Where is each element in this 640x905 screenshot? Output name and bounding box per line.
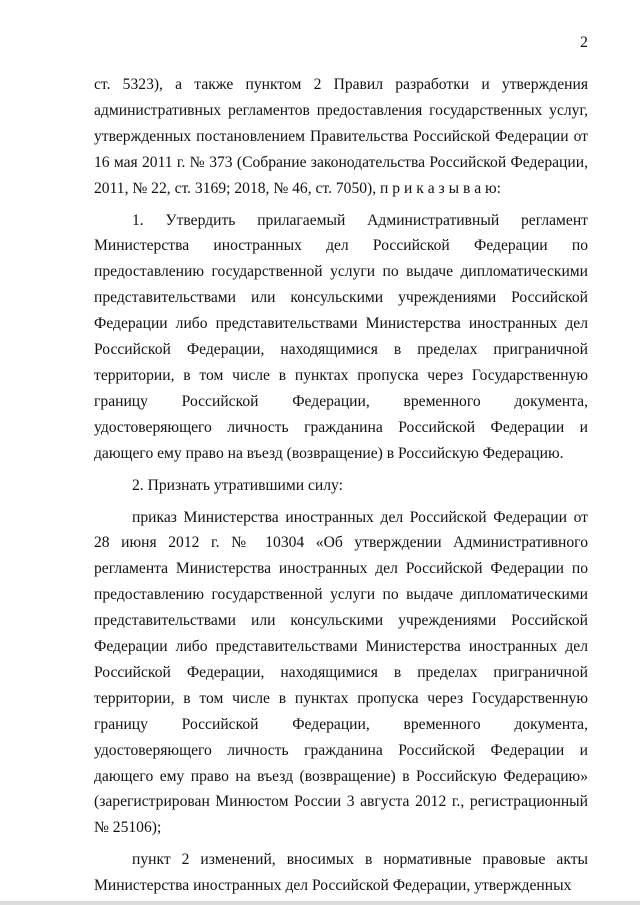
paragraph-intro: ст. 5323), а также пунктом 2 Правил разработки и утверждения административных регламентов предоставления государственных услуг, утвержденных постановлением Правительства Российской Федерации от 16 мая 2011 г. № 373 (Собрание законодательства Российской Федерации, 2011, № 22, ст. 3169; 2018, № 46, ст. 7050), п р и к а з ы в а ю: — [94, 76, 588, 197]
scan-edge-divider — [0, 901, 640, 905]
paragraph-item-2-b: пункт 2 изменений, вносимых в нормативные правовые акты Министерства иностранных дел Российской Федерации, утвержденных — [94, 851, 588, 895]
page-number: 2 — [580, 34, 588, 51]
paragraph-item-1: 1. Утвердить прилагаемый Административный регламент Министерства иностранных дел Российской Федерации по предоставлению государственной услуги по выдаче дипломатическими представительствами или консульскими учреждениями Российской Федерации либо представительствами Министерства иностранных дел Российской Федерации, находящимися в пределах приграничной территории, в том числе в пунктах пропуска через Государственную границу Российской Федерации, временного документа, удостоверяющего личность гражданина Российской Федерации и дающего ему право на въезд (возвращение) в Российскую Федерацию. — [94, 211, 588, 462]
paragraph-item-2: 2. Признать утратившими силу: — [132, 476, 343, 494]
paragraph-item-2-a: приказ Министерства иностранных дел Российской Федерации от 28 июня 2012 г. № 10304 «Об утверждении Административного регламента Министерства иностранных дел Российской Федерации по предоставлению государственной услуги по выдаче дипломатическими представительствами или консульскими учреждениями Российской Федерации либо представительствами Министерства иностранных дел Российской Федерации, находящимися в пределах приграничной территории, в том числе в пунктах пропуска через Государственную границу Российской Федерации, временного документа, удостоверяющего личность гражданина Российской Федерации и дающего ему право на въезд (возвращение) в Российскую Федерацию» (зарегистрирован Минюстом России 3 августа 2012 г., регистрационный № 25106); — [94, 508, 588, 837]
document-body — [94, 72, 588, 899]
